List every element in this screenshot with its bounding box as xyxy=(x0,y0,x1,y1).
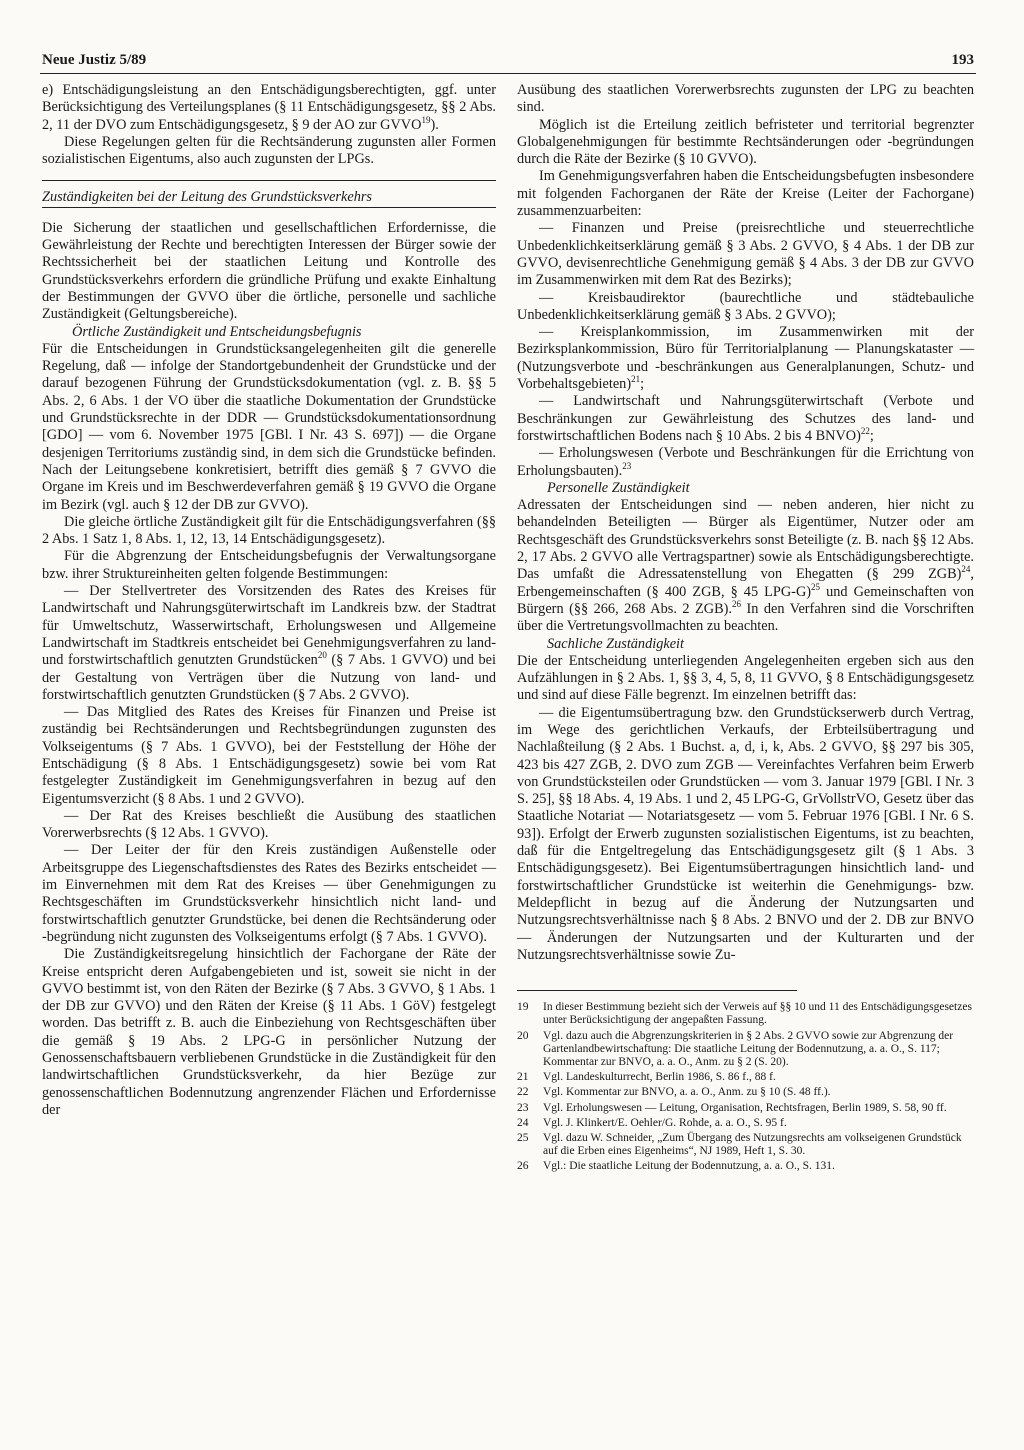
right-column xyxy=(517,82,974,1176)
paragraph: Die gleiche örtliche Zuständigkeit gilt für die Entschädigungsverfahren (§§ 2 Abs. 1 Satz 1, 8 Abs. 1, 12, 13, 14 Entschädigungsgesetz). xyxy=(42,513,496,548)
footnote-item xyxy=(517,1086,974,1099)
footnote-number: 26 xyxy=(517,1160,529,1173)
footnote-text: Vgl. Kommentar zur BNVO, a. a. O., Anm. zu § 10 (S. 48 ff.). xyxy=(543,1086,831,1099)
footnote-item xyxy=(517,1030,974,1070)
footnote-item xyxy=(517,1117,974,1130)
footnote-item xyxy=(517,1160,974,1173)
paragraph: Für die Entscheidungen in Grundstücksangelegenheiten gilt die generelle Regelung, daß — infolge der Standortgebundenheit der Grundstücke und der darauf bezogenen Führung der Grundstücksdokumentation (vgl. z. B. §§ 5 Abs. 2, 6 Abs. 1 der VO über die staatliche Dokumentation der Grundstücke und Grundstücksrechte in der DDR — Grundstücksdokumentationsordnung [GDO] — vom 6. November 1975 [GBl. I Nr. 43 S. 697]) — die Organe desjenigen Territoriums zuständig sind, in dem sich die Grundstücke befinden. Nach der Leitungsebene konkretisiert, betrifft dies gemäß § 7 GVVO die Organe im Kreis und im Beschwerdeverfahren gemäß § 19 GVVO die Organe im Bezirk (vgl. auch § 12 der DB zur GVVO). xyxy=(42,340,496,513)
running-header-journal: Neue Justiz 5/89 xyxy=(42,52,147,68)
footnote-ref: 26 xyxy=(731,599,741,610)
paragraph: Ausübung des staatlichen Vorerwerbsrechts zugunsten der LPG zu beachten sind. xyxy=(517,82,974,116)
footnote-text: Vgl. dazu W. Schneider, „Zum Übergang des Nutzungsrechts am volkseigenen Grundstück auf die Erben eines Eigenheims“, NJ 1989, Heft 1, S. 30. xyxy=(543,1131,962,1158)
list-item: — Kreisplankommission, im Zusammenwirken mit der Bezirksplankommission, Büro für Territorialplanung — Planungskataster — (Nutzungsverbote und -beschränkungen aus Generalplanungen, Schutz- und Vorbehaltsgebieten)$^{21}$; xyxy=(517,324,974,393)
footnote-ref: 23 xyxy=(622,460,632,471)
list-item: — Der Stellvertreter des Vorsitzenden des Rates des Kreises für Landwirtschaft und Nahrungsgüterwirtschaft im Landkreis bzw. der Stadtrat für Umweltschutz, Wasserwirtschaft, Erholungswesen und Allgemeine Landwirtschaft im Stadtkreis entscheidet bei Genehmigungsverfahren zu land- und forstwirtschaftlich genutzten Grundstücken$^{20}$ (§ 7 Abs. 1 GVVO) und bei der Gestaltung von Verträgen über die Nutzung von land- und forstwirtschaftlich genutzten Grundstücken (§ 7 Abs. 2 GVVO). xyxy=(42,583,496,703)
paragraph: e) Entschädigungsleistung an den Entschädigungsberechtigten, ggf. unter Berücksichtigung des Verteilungsplanes (§ 11 Entschädigungsgesetz, §§ 2 Abs. 2, 11 der DVO zum Entschädigungsgesetz, § 9 der AO zur GVVO$^{19}$). xyxy=(42,82,496,133)
subsection-title: Sachliche Zuständigkeit xyxy=(547,635,684,652)
footnote-rule xyxy=(517,990,797,991)
paragraph: Die Zuständigkeitsregelung hinsichtlich der Fachorgane der Räte der Kreise entspricht deren Aufgabengebieten und ist, soweit sie nicht in der GVVO bestimmt ist, von den Räten der Bezirke (§ 7 Abs. 3 GVVO, § 1 Abs. 1 der DB zur GVVO) und den Räten der Kreise (§ 11 Abs. 1 GöV) festgelegt worden. Das betrifft z. B. auch die Einbeziehung von Rechtsgeschäften über die gemäß § 19 Abs. 2 LPG-G in persönlicher Nutzung der Genossenschaftsbauern verbliebenen Grundstücke in die Zuständigkeit für den landwirtschaftlichen Grundstücksverkehr, da hier Bezüge zur genossenschaftlichen Bodennutzung angrenzender Flächen und Erfordernisse der xyxy=(42,946,496,1118)
footnote-number: 22 xyxy=(517,1086,529,1099)
footnote-ref: 25 xyxy=(811,581,821,592)
paragraph: Die Sicherung der staatlichen und gesellschaftlichen Erfordernisse, die Gewährleistung der Rechte und berechtigten Interessen der Bürger sowie der Rechtssicherheit bei der staatlichen Leitung und Kontrolle des Grundstücksverkehrs erfordern die gründliche Prüfung und exakte Einhaltung der Bestimmungen der GVVO über die örtliche, personelle und sachliche Zuständigkeit (Geltungsbereiche). xyxy=(42,219,496,323)
list-item: — Der Leiter der für den Kreis zuständigen Außenstelle oder Arbeitsgruppe des Liegenschaftsdienstes des Rates des Bezirks entscheidet — im Einvernehmen mit dem Rat des Kreises — über Genehmigungen zu Rechtsgeschäften im Grundstücksverkehr hinsichtlich nicht land- und forstwirtschaftlich genutzter Grundstücke, bei denen die Rechtsänderung oder -begründung nicht zugunsten des Volkseigentums erfolgt (§ 7 Abs. 1 GVVO). xyxy=(42,842,496,945)
footnote-number: 25 xyxy=(517,1131,529,1144)
paragraph: Im Genehmigungsverfahren haben die Entscheidungsbefugten insbesondere mit folgenden Fachorganen der Räte der Kreise (Leiter der Fachorgane) zusammenzuarbeiten: xyxy=(517,168,974,220)
footnote-number: 24 xyxy=(517,1116,529,1129)
section-rule xyxy=(42,180,496,181)
footnotes xyxy=(517,1001,974,1173)
footnote-ref: 19 xyxy=(421,114,431,125)
page-number: 193 xyxy=(951,52,974,68)
footnote-text: Vgl. Landeskulturrecht, Berlin 1986, S. 86 f., 88 f. xyxy=(543,1071,776,1084)
subsection-title: Örtliche Zuständigkeit und Entscheidungsbefugnis xyxy=(72,323,362,340)
footnote-text: Vgl. J. Klinkert/E. Oehler/G. Rohde, a. a. O., S. 95 f. xyxy=(543,1116,787,1129)
section-title: Zuständigkeiten bei der Leitung des Grundstücksverkehrs xyxy=(42,189,372,206)
footnote-ref: 21 xyxy=(631,374,641,385)
footnote-item xyxy=(517,1071,974,1084)
paragraph: Die der Entscheidung unterliegenden Angelegenheiten ergeben sich aus den Aufzählungen in § 2 Abs. 1, §§ 3, 4, 5, 8, 11 GVVO, § 8 Entschädigungsgesetz und sind auf diese Fälle begrenzt. Im einzelnen betrifft das: xyxy=(517,652,974,704)
list-item: — Kreisbaudirektor (baurechtliche und städtebauliche Unbedenklichkeitserklärung gemäß § 3 Abs. 2 GVVO); xyxy=(517,289,974,323)
footnote-number: 23 xyxy=(517,1101,529,1114)
footnote-item xyxy=(517,1001,974,1027)
paragraph: Möglich ist die Erteilung zeitlich befristeter und territorial begrenzter Globalgenehmigungen für bestimmte Rechtsänderungen oder -begründungen durch die Räte der Bezirke (§ 10 GVVO). xyxy=(517,116,974,168)
header-rule xyxy=(40,73,976,74)
list-item: — Das Mitglied des Rates des Kreises für Finanzen und Preise ist zuständig bei Rechtsänderungen und Rechtsbegründungen zugunsten des Volkseigentums (§ 7 Abs. 1 GVVO), bei der Feststellung der Höhe der Entschädigung (§ 8 Abs. 1 Entschädigungsgesetz) sowie bei vom Rat festgelegter Zuständigkeit im Genehmigungsverfahren in bezug auf den Eigentumsverzicht (§ 8 Abs. 1 und 2 GVVO). xyxy=(42,704,496,807)
left-column xyxy=(42,82,496,1119)
list-item: — Der Rat des Kreises beschließt die Ausübung des staatlichen Vorerwerbsrechts (§ 12 Abs. 1 GVVO). xyxy=(42,807,496,842)
footnote-ref: 20 xyxy=(317,650,327,661)
paragraph: Adressaten der Entscheidungen sind — neben anderen, hier nicht zu behandelnden Beteiligten — Bürger als Eigentümer, Nutzer oder am Rechtsgeschäft des Grundstücksverkehrs sonst Beteiligte (z. B. nach §§ 12 Abs. 2, 17 Abs. 2 GVVO alle Vertragspartner) sowie als Entschädigungsberechtigte. Das umfaßt die Adressatenstellung von Ehegatten (§ 299 ZGB)$^{24}$, Erbengemeinschaften (§ 400 ZGB, § 45 LPG-G)$^{25}$ und Gemeinschaften von Bürgern (§§ 266, 268 Abs. 2 ZGB).$^{26}$ In den Verfahren sind die Vorschriften über die Vertretungsvollmachten zu beachten. xyxy=(517,497,975,635)
section-rule xyxy=(42,207,496,208)
footnote-ref: 24 xyxy=(961,564,971,575)
footnote-item xyxy=(517,1102,974,1115)
list-item: — Finanzen und Preise (preisrechtliche und steuerrechtliche Unbedenklichkeitserklärung gemäß § 3 Abs. 2 GVVO, § 4 Abs. 1 der DB zur GVVO, devisenrechtliche Genehmigung gemäß § 4 Abs. 3 der DB zur GVVO im Zusammenwirken mit dem Rat des Bezirks); xyxy=(517,220,974,289)
footnote-number: 20 xyxy=(517,1029,529,1042)
footnote-text: Vgl. dazu auch die Abgrenzungskriterien in § 2 Abs. 2 GVVO sowie zur Abgrenzung der Gartenlandbewirtschaftung: Die staatliche Leitung der Bodennutzung, a. a. O., S. 117; Kommentar zur BNVO, a. a. O., Anm. zu § 2 (S. 20). xyxy=(543,1029,954,1068)
list-item: — die Eigentumsübertragung bzw. den Grundstückserwerb durch Vertrag, im Wege des gerichtlichen Verkaufs, der Erbteilsübertragung und Nachlaßteilung (§ 2 Abs. 1 Buchst. a, d, i, k, Abs. 2 GVVO, §§ 297 bis 305, 423 bis 427 ZGB, 2. DVO zum ZGB — Vereinfachtes Verfahren beim Erwerb von Grundstücksteilen oder Grundstücken — vom 3. Januar 1979 [GBl. I Nr. 3 S. 25], §§ 18 Abs. 4, 19 Abs. 1 und 2, 45 LPG-G, GrVollstrVO, Gesetz über das Staatliche Notariat — Notariatsgesetz — vom 5. Februar 1976 [GBl. I Nr. 6 S. 93]). Erfolgt der Erwerb zugunsten sozialistischen Eigentums, ist zu beachten, daß für die Entgeltregelung das Entschädigungsgesetz gilt (§ 1 Abs. 3 Entschädigungsgesetz). Bei Eigentumsübertragungen hinsichtlich land- und forstwirtschaftlicher Grundstücke ist weiterhin die Genehmigungs- bzw. Meldepflicht in bezug auf die Änderung der Nutzungsarten und Nutzungsrechtsverhältnisse nach § 8 Abs. 2 BNVO und der 2. DB zur BNVO — Änderungen der Nutzungsarten und der Kulturarten und der Nutzungsrechtsverhältnisse sowie Zu- xyxy=(517,704,974,963)
footnote-number: 21 xyxy=(517,1071,529,1084)
footnote-number: 19 xyxy=(517,1001,529,1014)
footnote-text: In dieser Bestimmung bezieht sich der Verweis auf §§ 10 und 11 des Entschädigungsgesetzes unter Berücksichtigung der angepaßten Fassung. xyxy=(543,1001,972,1027)
footnote-item xyxy=(517,1132,974,1158)
footnote-text: Vgl. Erholungswesen — Leitung, Organisation, Rechtsfragen, Berlin 1989, S. 58, 90 ff. xyxy=(543,1101,947,1114)
paragraph: Für die Abgrenzung der Entscheidungsbefugnis der Verwaltungsorgane bzw. ihrer Struktureinheiten gelten folgende Bestimmungen: xyxy=(42,548,496,582)
footnote-ref: 22 xyxy=(860,426,870,437)
list-item: — Erholungswesen (Verbote und Beschränkungen für die Errichtung von Erholungsbauten).$^{23}$ xyxy=(517,445,974,479)
subsection-title: Personelle Zuständigkeit xyxy=(547,479,690,496)
paragraph: Diese Regelungen gelten für die Rechtsänderung zugunsten aller Formen sozialistischen Eigentums, also auch zugunsten der LPGs. xyxy=(42,133,496,168)
footnote-text: Vgl.: Die staatliche Leitung der Bodennutzung, a. a. O., S. 131. xyxy=(543,1160,835,1173)
list-item: — Landwirtschaft und Nahrungsgüterwirtschaft (Verbote und Beschränkungen zur Gewährleistung des Schutzes des land- und forstwirtschaftlichen Bodens nach § 10 Abs. 2 bis 4 BNVO)$^{22}$; xyxy=(517,393,974,444)
